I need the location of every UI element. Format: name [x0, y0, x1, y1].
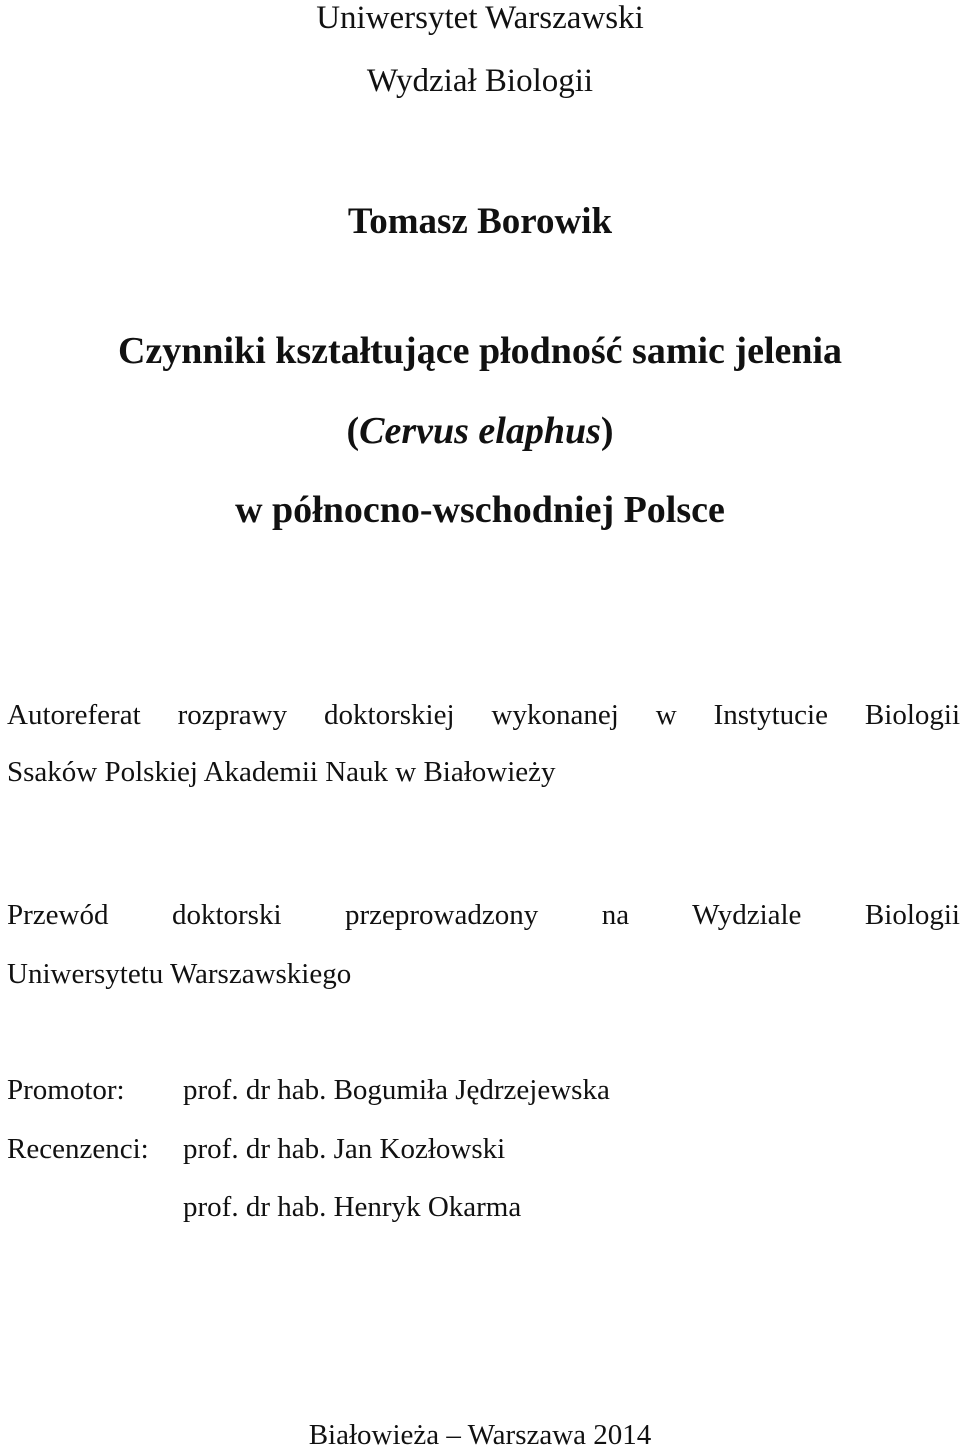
university-name: Uniwersytet Warszawski: [316, 0, 644, 36]
thesis-title-line-3: w północno-wschodniej Polsce: [235, 489, 725, 531]
promotor-label: Promotor:: [7, 1074, 125, 1106]
place-and-year: Białowieża – Warszawa 2014: [308, 1419, 652, 1451]
thesis-title-line-1: Czynniki kształtujące płodność samic jelenia: [117, 330, 843, 372]
reviewer-1-name: prof. dr hab. Jan Kozłowski: [183, 1133, 506, 1165]
author-name: Tomasz Borowik: [347, 201, 613, 242]
title-paren-close: ): [600, 410, 614, 452]
faculty-name: Wydział Biologii: [366, 63, 594, 99]
reviewers-label: Recenzenci:: [7, 1133, 149, 1165]
species-name: Cervus elaphus: [359, 410, 601, 452]
description-line-2: Ssaków Polskiej Akademii Nauk w Białowieży: [7, 756, 556, 788]
thesis-title-line-2: [0, 412, 960, 450]
procedure-line-2: Uniwersytetu Warszawskiego: [7, 958, 352, 990]
promotor-name: prof. dr hab. Bogumiła Jędrzejewska: [183, 1074, 610, 1106]
reviewer-2-name: prof. dr hab. Henryk Okarma: [183, 1191, 522, 1223]
procedure-line-1: Przewód doktorski przeprowadzony na Wydziale Biologii: [7, 899, 960, 931]
description-line-1: Autoreferat rozprawy doktorskiej wykonanej w Instytucie Biologii: [7, 699, 960, 731]
title-paren-open: (: [346, 410, 360, 452]
